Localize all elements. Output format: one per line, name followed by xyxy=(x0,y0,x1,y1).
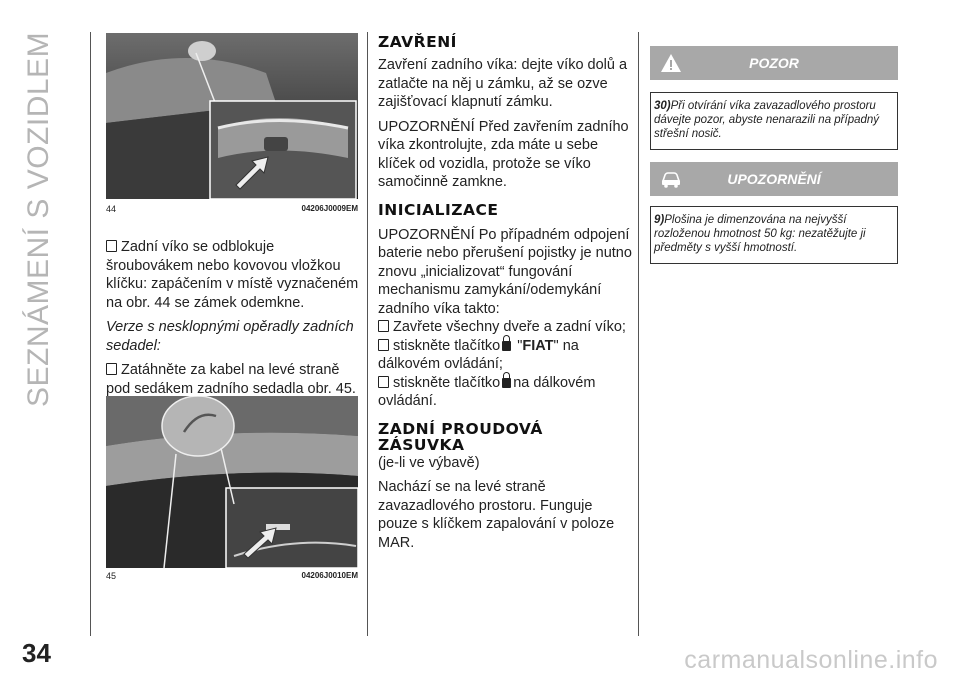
col2-step-3 xyxy=(378,374,634,411)
lock-open-icon xyxy=(502,378,511,388)
checkbox-bullet-icon xyxy=(106,363,117,375)
notice-box-title-text: UPOZORNĚNÍ xyxy=(727,171,821,187)
col1-bullet-1 xyxy=(106,238,362,312)
warning-box-title-text: POZOR xyxy=(749,55,799,71)
checkbox-bullet-icon xyxy=(378,339,389,351)
col2-paragraph-5: Nachází se na levé straně zavazadlového prostoru. Funguje pouze s klíčkem zapalování v poloze MAR. xyxy=(378,479,615,551)
col2-step-2-text-a: stiskněte tlačítko xyxy=(393,337,501,354)
col1-bullet-2-text: Zatáhněte za kabel na levé straně pod sedákem zadního sedadla obr. 45. xyxy=(106,362,356,397)
col2-step-2 xyxy=(378,337,634,374)
col2-step-2-text-b: " xyxy=(513,337,523,354)
heading-zadni-proudova-zasuvka: ZADNÍ PROUDOVÁ ZÁSUVKA xyxy=(378,419,543,454)
checkbox-bullet-icon xyxy=(106,240,117,252)
notice-box-text xyxy=(651,213,897,255)
column-divider-left xyxy=(90,32,91,636)
col2-paragraph-1: Zavření zadního víka: dejte víko dolů a zatlačte na něj u zámku, až se ozve zajišťovací klapnutí zámku. xyxy=(378,57,628,110)
col2-step-3-text-a: stiskněte tlačítko xyxy=(393,374,501,391)
warning-box-text xyxy=(651,99,897,141)
figure-45-number: 45 xyxy=(106,571,117,581)
col1-bullet-1-text: Zadní víko se odblokuje šroubovákem nebo kovovou vložkou klíčku: zapáčením v místě vyznačeném na obr. 44 se zámek odemkne. xyxy=(106,239,359,311)
col2-step-3-text-b: na dálkovém ovládání. xyxy=(378,374,596,409)
warning-triangle-icon xyxy=(660,53,682,73)
column-1 xyxy=(106,238,362,404)
col1-subtitle: Verze s nesklopnými opěradly zadních sedadel: xyxy=(106,319,354,354)
col2-step-1 xyxy=(378,318,634,337)
notice-box-body xyxy=(650,206,898,264)
figure-44-caption xyxy=(106,204,358,214)
side-title-text: SEZNÁMENÍ S VOZIDLEM xyxy=(22,31,55,407)
col1-bullet-2 xyxy=(106,361,362,398)
watermark: carmanualsonline.info xyxy=(684,646,938,674)
col2-step-2-text-c: " na dálkovém ovládání; xyxy=(378,337,579,372)
figure-45-code: 04206J0010EM xyxy=(301,571,358,580)
notice-box-title xyxy=(650,162,898,196)
heading-inicializace: INICIALIZACE xyxy=(378,200,499,219)
figure-45-image xyxy=(106,396,358,568)
notice-box-content: Plošina je dimenzována na nejvyšší rozloženou hmotnost 50 kg: nezatěžujte ji předměty s vyšší hmotností. xyxy=(654,214,866,254)
col2-paragraph-4: (je-li ve výbavě) xyxy=(378,454,480,471)
checkbox-bullet-icon xyxy=(378,376,389,388)
warning-box-content: Při otvírání víka zavazadlového prostoru dávejte pozor, abyste nenarazili na případný střešní nosič. xyxy=(654,100,880,140)
page-number: 34 xyxy=(22,638,51,668)
car-icon xyxy=(660,169,682,189)
lock-closed-icon xyxy=(502,341,511,351)
figure-45-drawing xyxy=(106,396,358,568)
figure-44-code: 04206J0009EM xyxy=(301,204,358,213)
figure-44-image xyxy=(106,33,358,199)
figure-44-number: 44 xyxy=(106,204,117,214)
col2-paragraph-3: UPOZORNĚNÍ Po případném odpojení baterie nebo přerušení pojistky je nutno znovu „inicializovat“ fungování mechanismu zamykání/odemykání zadního víka takto: xyxy=(378,226,632,317)
heading-zavreni: ZAVŘENÍ xyxy=(378,33,457,51)
notice-box-number: 9) xyxy=(654,214,665,226)
figure-45-caption xyxy=(106,571,358,581)
col2-step-1-text: Zavřete všechny dveře a zadní víko; xyxy=(393,319,626,335)
warning-box-number: 30) xyxy=(654,100,671,112)
col2-paragraph-2: UPOZORNĚNÍ Před zavřením zadního víka zkontrolujte, zda máte u sebe klíček od vozidla, protože se víko samočinně zamkne. xyxy=(378,118,629,190)
column-divider-middle xyxy=(367,32,368,636)
warning-box-body xyxy=(650,92,898,150)
col2-step-2-fiat: FIAT xyxy=(522,337,554,354)
figure-44-drawing xyxy=(106,33,358,199)
column-2 xyxy=(378,34,634,558)
column-divider-right xyxy=(638,32,639,636)
checkbox-bullet-icon xyxy=(378,320,389,332)
warning-box-title xyxy=(650,46,898,80)
